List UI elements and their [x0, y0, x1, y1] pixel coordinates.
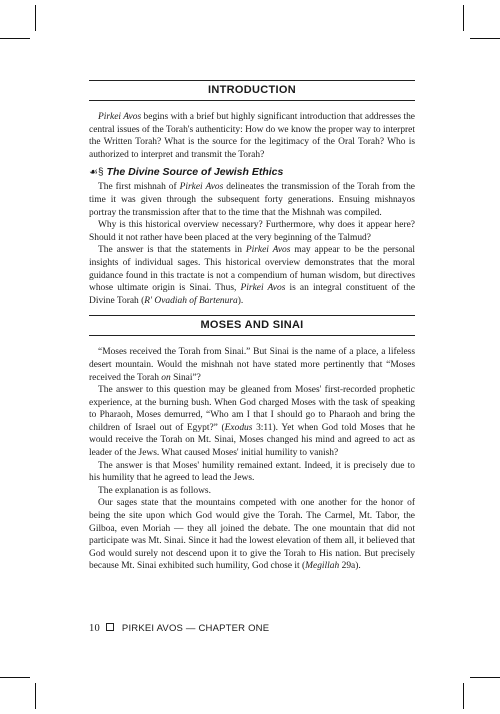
page-number: 10 [89, 623, 100, 634]
crop-mark-top-right-horizontal [470, 38, 500, 39]
crop-mark-bottom-right-vertical [463, 683, 464, 709]
running-head: PIRKEI AVOS — CHAPTER ONE [121, 623, 270, 634]
page-body [89, 80, 415, 573]
introduction-heading: INTRODUCTION [89, 80, 415, 101]
crop-mark-bottom-right-horizontal [470, 677, 500, 678]
crop-mark-top-left-horizontal [0, 38, 30, 39]
crop-mark-bottom-left-horizontal [0, 677, 30, 678]
moses-paragraph-1: “Moses received the Torah from Sinai.” But Sinai is the name of a place, a lifeless desert mountain. Would the mishnah not have stated more pertinently that “Moses received the Torah on Sinai”? [89, 347, 415, 383]
moses-paragraph-5: Our sages state that the mountains competed with one another for the honor of being the site upon which God would give the Torah. The Carmel, Mt. Tabor, the Gilboa, even Moriah — they all joined the debate. The one mountain that did not participate was Mt. Sinai. Since it had the lowest elevation of them all, it believed that God would surely not descend upon it to give the Torah to His nation. But precisely because Mt. Sinai exhibited such humility, God chose it (Megillah 29a). [89, 498, 415, 572]
introduction-paragraph-2: The first mishnah of Pirkei Avos delineates the transmission of the Torah from the time it was given through the subsequent forty generations. Ensuing mishnayos portray the transmission after that to the time that the Mishnah was compiled. [89, 182, 415, 218]
divine-source-subheading: ☙§ The Divine Source of Jewish Ethics [89, 166, 284, 179]
crop-mark-top-left-vertical [35, 5, 36, 31]
moses-and-sinai-heading: MOSES AND SINAI [89, 315, 415, 336]
moses-paragraph-2: The answer to this question may be gleaned from Moses' first-recorded prophetic experience, at the burning bush. When God charged Moses with the task of speaking to Pharaoh, Moses demurred, “Who am I that I should go to Pharaoh and bring the children of Israel out of Egypt?” (Exodus 3:11). Yet when God told Moses that he would receive the Torah on Mt. Sinai, Moses changed his mind and agreed to act as leader of the Jews. What caused Moses' initial humility to vanish? [89, 385, 415, 459]
moses-paragraph-3: The answer is that Moses' humility remained extant. Indeed, it is precisely due to his humility that he agreed to lead the Jews. [89, 460, 415, 484]
moses-paragraph-4: The explanation is as follows. [98, 485, 211, 496]
crop-mark-top-right-vertical [463, 5, 464, 31]
square-bullet-icon [106, 623, 114, 631]
introduction-paragraph-3: Why is this historical overview necessary? Furthermore, why does it appear here? Should it not rather have been placed at the very beginning of the Talmud? [89, 220, 415, 243]
introduction-paragraph-4: The answer is that the statements in Pirkei Avos may appear to be the personal insights of individual sages. This historical overview demonstrates that the moral guidance found in this tractate is not a compendium of human wisdom, but directives whose ultimate origin is Sinai. Thus, Pirkei Avos is an integral constituent of the Divine Torah (R' Ovadiah of Bartenura). [89, 245, 416, 306]
fleuron-ornament-icon: ☙§ [89, 167, 104, 179]
introduction-paragraph-1: Pirkei Avos begins with a brief but highly significant introduction that addresses the central issues of the Torah's authenticity: How do we know the proper way to interpret the Written Torah? What is the source for the legitimacy of the Oral Torah? Who is authorized to interpret and transmit the Torah? [89, 112, 415, 160]
crop-mark-bottom-left-vertical [35, 683, 36, 709]
page-footer [89, 623, 269, 634]
